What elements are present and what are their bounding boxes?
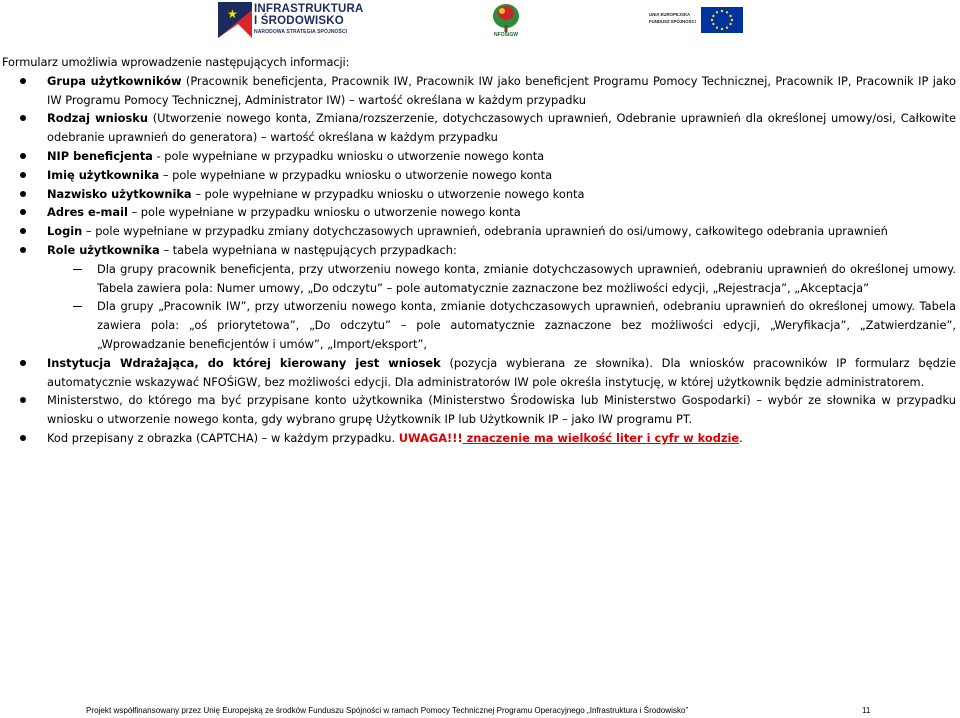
list-item-ministerstwo	[0, 391, 956, 429]
item-text: (pozycja wybierana ze słownika). Dla wniosków pracowników IP formularz będzie automatycznie wskazywać NFOŚiGW, bez możliwości edycji. Dla administratorów IW pole określa instytucję, w której użytkownik będzie administratorem.	[47, 355, 956, 389]
infrastruktura-line1: INFRASTRUKTURA	[254, 3, 364, 15]
warning-text: znaczenie ma wielkość liter i cyfr w kodzie	[462, 430, 740, 445]
list-item-rodzaj	[0, 109, 956, 147]
item-label: Login	[47, 224, 83, 239]
list-item-login	[0, 222, 956, 241]
item-label: NIP beneficjenta	[47, 148, 153, 163]
item-end: .	[739, 430, 743, 445]
eu-logo	[649, 7, 745, 33]
item-label: Rodzaj wniosku	[47, 111, 148, 126]
item-text: Kod przepisany z obrazka (CAPTCHA) – w każdym przypadku.	[47, 430, 399, 445]
intro-text: Formularz umożliwia wprowadzenie następujących informacji:	[2, 55, 350, 69]
item-label: Role użytkownika	[47, 242, 160, 257]
sublist-text: Dla grupy pracownik beneficjenta, przy utworzeniu nowego konta, zmianie dotychczasowych uprawnień, odebraniu uprawnień do określonej umowy. Tabela zawiera pola: Numer umowy, „Do odczytu” – pole automatycznie zaznaczone bez możliwości edycji, „Rejestracja”, „Akceptacja”	[97, 261, 956, 295]
warning-label: UWAGA!!!	[398, 430, 463, 445]
dash-icon	[73, 306, 82, 307]
fields-list	[0, 72, 956, 448]
bullet-icon	[20, 360, 26, 366]
list-item-kod	[0, 429, 956, 448]
page-number: 11	[862, 706, 871, 715]
item-text: (Utworzenie nowego konta, Zmiana/rozszerzenie, dotychczasowych uprawnień, Odebranie uprawnień dla określonej umowy/osi, Całkowite odebranie uprawnień do generatora) – wartość określana w każdym przypadku	[47, 111, 956, 145]
bullet-icon	[20, 115, 26, 121]
item-label: Instytucja Wdrażająca, do której kierowany jest wniosek	[47, 355, 441, 370]
list-item-rola	[0, 241, 956, 354]
bullet-icon	[20, 172, 26, 178]
list-item-adres	[0, 203, 956, 222]
eu-line1: UNIA EUROPEJSKA	[649, 12, 691, 17]
item-label: Adres e-mail	[47, 205, 128, 220]
bullet-icon	[20, 78, 26, 84]
sublist-item	[47, 297, 956, 353]
infrastruktura-emblem-icon	[218, 2, 252, 38]
nfosigw-logo	[486, 3, 526, 41]
item-label: Imię użytkownika	[47, 167, 160, 182]
bullet-icon	[20, 435, 26, 441]
sublist-text: Dla grupy „Pracownik IW”, przy utworzeniu nowego konta, zmianie dotychczasowych uprawnień, odebraniu uprawnień do określonej umowy. Tabela zawiera pola: „oś priorytetowa”, „Do odczytu” – pole automatycznie zaznaczone bez możliwości edycji, „Weryfikacja”, „Zatwierdzanie”, „Wprowadzanie beneficjentów i umów”, „Import/eksport”,	[97, 299, 956, 351]
item-text: Ministerstwo, do którego ma być przypisane konto użytkownika (Ministerstwo Środowiska lub Ministerstwo Gospodarki) – wybór ze słownika w przypadku wniosku o utworzenie nowego konta, gdy wybrano grupę Użytkownik IP lub Użytkownik IP – jako IW programu PT.	[47, 393, 956, 427]
bullet-icon	[20, 228, 26, 234]
list-item-nazwisko	[0, 185, 956, 204]
bullet-icon	[20, 153, 26, 159]
bullet-icon	[20, 191, 26, 197]
svg-text:★: ★	[227, 7, 238, 21]
bullet-icon	[20, 209, 26, 215]
list-item-nip	[0, 147, 956, 166]
item-label: Nazwisko użytkownika	[47, 186, 192, 201]
roles-sublist	[47, 260, 956, 354]
item-text: – tabela wypełniana w następujących przypadkach:	[159, 242, 457, 257]
eu-flag-icon	[701, 7, 743, 33]
page-header	[0, 0, 960, 44]
item-text: – pole wypełniane w przypadku wniosku o utworzenie nowego konta	[127, 205, 521, 220]
infrastruktura-line3: NARODOWA STRATEGIA SPÓJNOŚCI	[254, 29, 348, 35]
item-text: (Pracownik beneficjenta, Pracownik IW, Pracownik IW jako beneficjent Programu Pomocy Technicznej, Pracownik IP, Pracownik IP jako IW Programu Pomocy Technicznej, Administrator IW) – wartość określana w każdym przypadku	[47, 73, 956, 107]
sublist-item	[47, 260, 956, 298]
footer-text: Projekt współfinansowany przez Unię Europejską ze środków Funduszu Spójności w ramach Pomocy Technicznej Programu Operacyjnego „Infrastruktura i Środowisko”	[86, 706, 689, 715]
nfosigw-text: NFOŚiGW	[494, 32, 518, 38]
bullet-icon	[20, 397, 26, 403]
list-item-imie	[0, 166, 956, 185]
document-body	[0, 53, 956, 448]
list-item-instytucja	[0, 354, 956, 392]
bullet-icon	[20, 247, 26, 253]
eu-line2: FUNDUSZ SPÓJNOŚCI	[649, 19, 696, 24]
nfosigw-tree-icon	[486, 3, 526, 33]
infrastruktura-line2: I ŚRODOWISKO	[254, 15, 344, 27]
item-text: – pole wypełniane w przypadku zmiany dotychczasowych uprawnień, odebrania uprawnień do osi/umowy, całkowitego odebrania uprawnień	[82, 224, 888, 239]
item-text: – pole wypełniane w przypadku wniosku o utworzenie nowego konta	[159, 167, 553, 182]
dash-icon	[73, 269, 82, 270]
item-text: - pole wypełniane w przypadku wniosku o utworzenie nowego konta	[152, 148, 545, 163]
infrastruktura-logo	[218, 2, 364, 38]
list-item-grupa	[0, 72, 956, 110]
item-text: – pole wypełniane w przypadku wniosku o utworzenie nowego konta	[191, 186, 585, 201]
item-label: Grupa użytkowników	[47, 73, 182, 88]
